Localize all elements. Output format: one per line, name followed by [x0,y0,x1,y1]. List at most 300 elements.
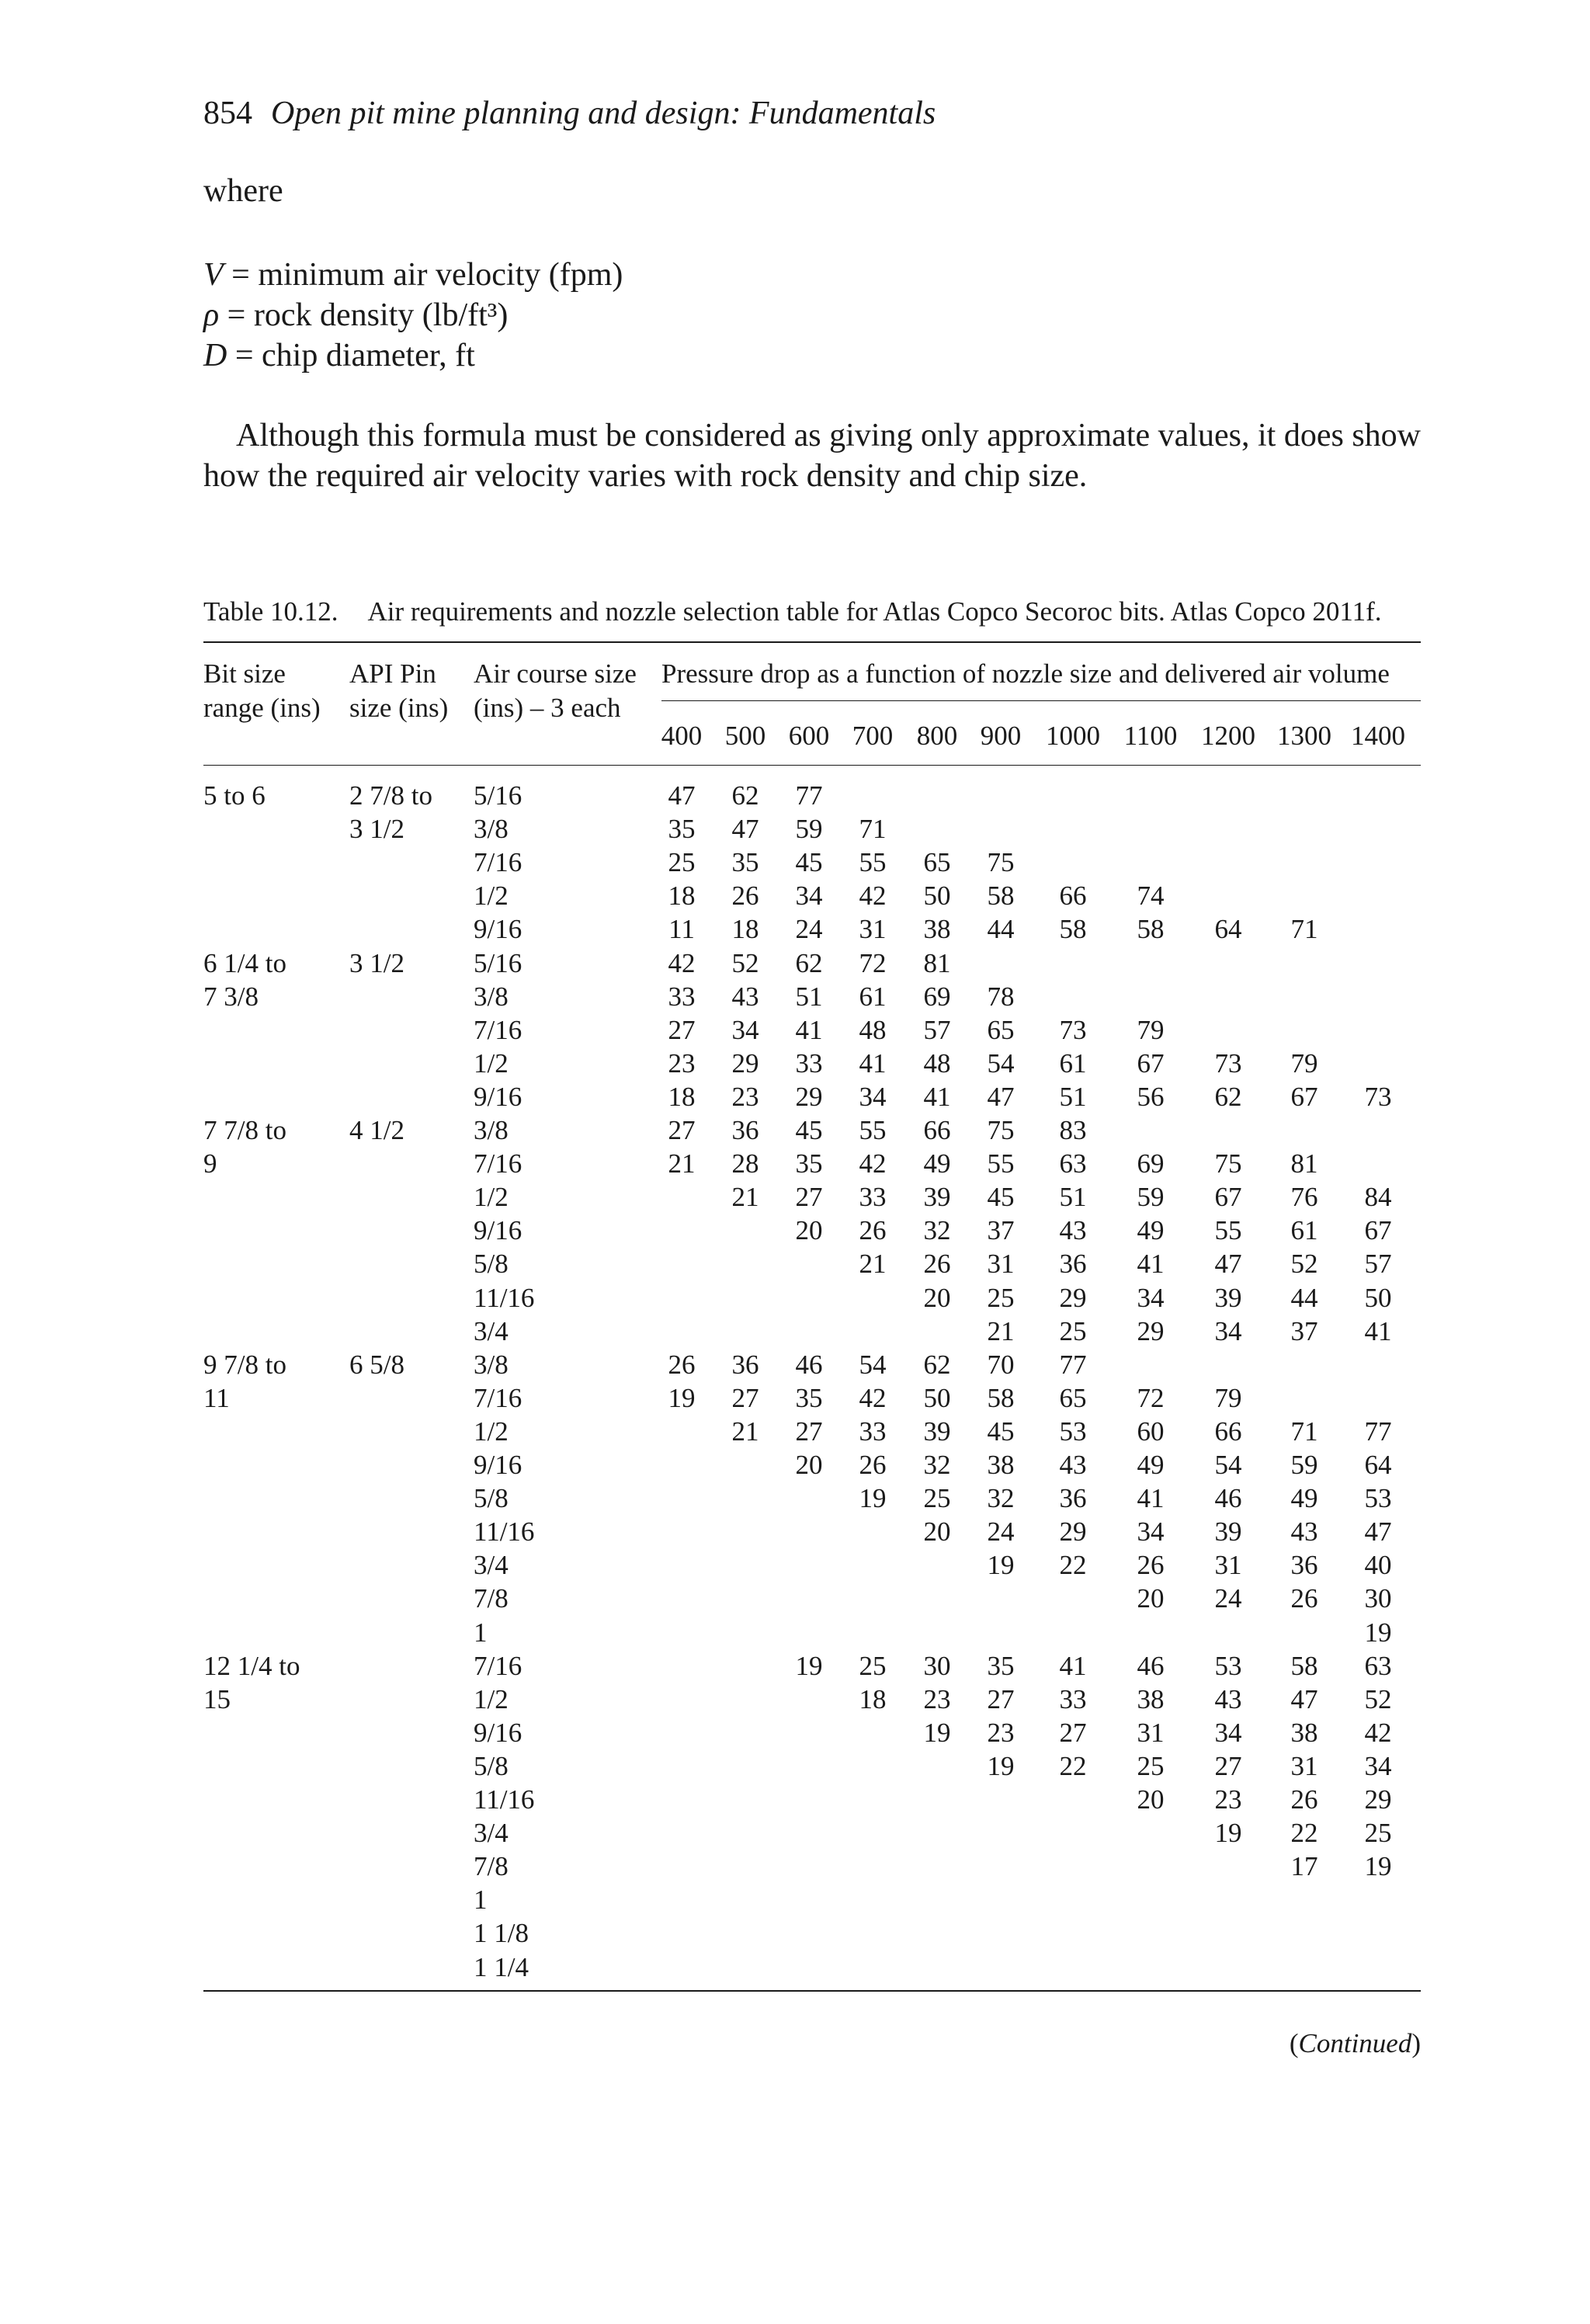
pressure-drop-cell: 26 [923,1249,951,1280]
air-course-cell: 1/2 [474,881,509,912]
pressure-drop-cell: 73 [1059,1014,1087,1045]
air-course-cell: 3/8 [474,814,509,845]
pressure-drop-cell: 79 [1214,1382,1242,1413]
pressure-drop-cell: 59 [1290,1450,1318,1480]
pressure-drop-cell: 45 [795,1115,823,1145]
pressure-drop-cell: 20 [795,1450,823,1480]
pressure-drop-cell: 36 [731,1115,759,1145]
pressure-drop-cell: 48 [923,1047,951,1079]
pressure-drop-cell: 52 [1364,1683,1392,1714]
pressure-drop-cell: 52 [731,947,759,978]
pressure-drop-cell: 25 [987,1282,1015,1313]
table-top-rule [203,641,1421,643]
pressure-drop-cell: 22 [1059,1550,1087,1581]
pressure-drop-cell: 29 [1137,1315,1165,1346]
pressure-drop-cell: 42 [668,947,696,978]
pressure-drop-cell: 39 [1214,1282,1242,1313]
pressure-drop-cell: 25 [1137,1750,1165,1781]
pressure-drop-cell: 66 [1059,881,1087,912]
pressure-drop-cell: 43 [1290,1516,1318,1548]
pressure-drop-cell: 66 [1214,1416,1242,1447]
pressure-drop-cell: 69 [923,981,951,1012]
pressure-drop-cell: 38 [1290,1717,1318,1748]
pressure-drop-cell: 62 [795,947,823,978]
pressure-drop-cell: 67 [1137,1047,1165,1079]
air-course-cell: 3/8 [474,981,509,1012]
air-volume-header: 600 [788,721,830,751]
pressure-drop-cell: 29 [1059,1516,1087,1548]
pressure-drop-cell: 75 [1214,1148,1242,1179]
pressure-drop-cell: 51 [795,981,823,1012]
pressure-drop-cell: 67 [1214,1182,1242,1213]
air-course-cell: 3/4 [474,1315,509,1346]
pressure-drop-cell: 38 [923,914,951,945]
pressure-drop-cell: 31 [859,914,887,945]
air-course-cell: 1/2 [474,1182,509,1213]
pressure-drop-cell: 40 [1364,1550,1392,1581]
air-course-cell: 7/8 [474,1851,509,1882]
pressure-drop-cell: 36 [1290,1550,1318,1581]
pressure-drop-cell: 79 [1290,1047,1318,1079]
pressure-drop-cell: 19 [1364,1617,1392,1648]
pressure-drop-cell: 35 [987,1650,1015,1681]
pressure-drop-cell: 33 [1059,1683,1087,1714]
pressure-drop-cell: 50 [923,1382,951,1413]
bit-size-cell: 15 [203,1683,231,1714]
pressure-drop-cell: 64 [1214,914,1242,945]
pressure-drop-cell: 18 [668,1081,696,1112]
pressure-drop-cell: 26 [731,881,759,912]
pressure-drop-cell: 46 [1214,1483,1242,1514]
pressure-drop-cell: 23 [923,1683,951,1714]
pressure-drop-cell: 77 [1364,1416,1392,1447]
pressure-drop-cell: 30 [923,1650,951,1681]
pressure-drop-cell: 25 [923,1483,951,1514]
pressure-drop-cell: 45 [987,1416,1015,1447]
pressure-drop-cell: 72 [859,947,887,978]
pressure-drop-cell: 27 [795,1416,823,1447]
pressure-drop-cell: 56 [1137,1081,1165,1112]
air-volume-header: 500 [724,721,766,751]
pressure-drop-cell: 49 [923,1148,951,1179]
api-pin-cell: 3 1/2 [349,814,404,845]
pressure-drop-cell: 26 [859,1450,887,1480]
pressure-drop-cell: 27 [795,1182,823,1213]
pressure-drop-cell: 42 [859,881,887,912]
pressure-drop-cell: 24 [987,1516,1015,1548]
air-volume-header: 800 [916,721,958,751]
definition-line: V = minimum air velocity (fpm) [203,257,623,293]
air-course-cell: 7/16 [474,1014,522,1045]
air-course-cell: 9/16 [474,1450,522,1480]
pressure-drop-cell: 43 [1059,1215,1087,1246]
pressure-drop-cell: 73 [1214,1047,1242,1079]
air-course-cell: 1/2 [474,1047,509,1079]
pressure-drop-cell: 33 [859,1416,887,1447]
pressure-drop-cell: 46 [1137,1650,1165,1681]
table-bottom-rule [203,1990,1421,1992]
pressure-drop-cell: 18 [668,881,696,912]
pressure-drop-cell: 22 [1059,1750,1087,1781]
pressure-drop-cell: 29 [731,1047,759,1079]
air-course-cell: 7/16 [474,1382,522,1413]
pressure-drop-cell: 58 [1059,914,1087,945]
running-header [203,95,936,132]
air-course-cell: 9/16 [474,1215,522,1246]
pressure-drop-cell: 44 [1290,1282,1318,1313]
bit-size-cell: 5 to 6 [203,780,266,811]
pressure-drop-cell: 35 [731,847,759,878]
pressure-drop-cell: 26 [1290,1784,1318,1815]
pressure-drop-cell: 34 [859,1081,887,1112]
pressure-drop-cell: 45 [795,847,823,878]
pressure-drop-cell: 21 [987,1315,1015,1346]
pressure-drop-cell: 41 [1137,1249,1165,1280]
pressure-drop-cell: 49 [1137,1450,1165,1480]
air-course-cell: 5/8 [474,1483,509,1514]
air-course-cell: 3/8 [474,1349,509,1380]
air-course-cell: 1 1/4 [474,1951,529,1982]
air-course-cell: 11/16 [474,1282,535,1313]
header-pressure-drop: Pressure drop as a function of nozzle size and delivered air volume [661,658,1390,689]
pressure-drop-cell: 53 [1364,1483,1392,1514]
pressure-drop-cell: 42 [1364,1717,1392,1748]
pressure-drop-cell: 17 [1290,1851,1318,1882]
pressure-drop-cell: 36 [1059,1249,1087,1280]
pressure-drop-cell: 63 [1364,1650,1392,1681]
pressure-drop-cell: 67 [1290,1081,1318,1112]
pressure-drop-cell: 39 [1214,1516,1242,1548]
air-course-cell: 9/16 [474,914,522,945]
pressure-drop-cell: 84 [1364,1182,1392,1213]
pressure-drop-cell: 21 [731,1416,759,1447]
pressure-drop-cell: 38 [987,1450,1015,1480]
pressure-drop-cell: 62 [1214,1081,1242,1112]
pressure-drop-cell: 57 [1364,1249,1392,1280]
pressure-drop-cell: 47 [668,780,696,811]
pressure-drop-cell: 18 [731,914,759,945]
pressure-drop-cell: 20 [795,1215,823,1246]
pressure-drop-cell: 25 [1364,1818,1392,1849]
bit-size-cell: 11 [203,1382,230,1413]
pressure-drop-cell: 81 [923,947,951,978]
air-course-cell: 7/16 [474,1148,522,1179]
variable-definitions [203,255,623,376]
pressure-drop-cell: 38 [1137,1683,1165,1714]
air-course-cell: 11/16 [474,1516,535,1548]
air-volume-header: 900 [980,721,1022,751]
pressure-drop-cell: 26 [1137,1550,1165,1581]
pressure-drop-cell: 25 [859,1650,887,1681]
pressure-drop-cell: 19 [1364,1851,1392,1882]
pressure-drop-cell: 59 [1137,1182,1165,1213]
pressure-drop-cell: 19 [795,1650,823,1681]
pressure-drop-cell: 34 [795,881,823,912]
pressure-drop-cell: 33 [795,1047,823,1079]
pressure-drop-cell: 58 [1137,914,1165,945]
pressure-drop-cell: 21 [859,1249,887,1280]
pressure-drop-cell: 23 [731,1081,759,1112]
pressure-drop-cell: 65 [923,847,951,878]
pressure-drop-cell: 18 [859,1683,887,1714]
air-course-cell: 1/2 [474,1683,509,1714]
air-course-cell: 1 1/8 [474,1918,529,1949]
pressure-drop-cell: 42 [859,1382,887,1413]
body-paragraph: Although this formula must be considered as giving only approximate values, it does show how the required air velocity varies with rock density and chip size. [203,418,1421,494]
bit-size-cell: 12 1/4 to [203,1650,300,1681]
pressure-drop-cell: 41 [1137,1483,1165,1514]
pressure-drop-cell: 41 [1364,1315,1392,1346]
where-text: where [203,173,283,209]
header-api-pin: API Pin size (ins) [349,658,449,723]
pressure-drop-cell: 34 [731,1014,759,1045]
pressure-drop-cell: 27 [987,1683,1015,1714]
pressure-drop-cell: 23 [1214,1784,1242,1815]
pressure-drop-cell: 65 [1059,1382,1087,1413]
pressure-drop-cell: 50 [923,881,951,912]
pressure-drop-cell: 42 [859,1148,887,1179]
pressure-drop-cell: 47 [731,814,759,845]
pressure-drop-cell: 77 [795,780,823,811]
pressure-drop-cell: 67 [1364,1215,1392,1246]
pressure-drop-cell: 41 [923,1081,951,1112]
pressure-drop-cell: 20 [923,1516,951,1548]
pressure-drop-cell: 23 [987,1717,1015,1748]
air-volume-header: 1300 [1277,721,1331,751]
pressure-drop-cell: 54 [987,1047,1015,1079]
bit-size-cell: 7 7/8 to [203,1115,286,1145]
pressure-drop-cell: 32 [987,1483,1015,1514]
air-volume-header: 1100 [1123,721,1178,751]
pressure-drop-cell: 23 [668,1047,696,1079]
pressure-drop-cell: 19 [1214,1818,1242,1849]
definition-line: ρ = rock density (lb/ft³) [203,297,509,333]
pressure-drop-cell: 32 [923,1450,951,1480]
api-pin-cell: 3 1/2 [349,947,404,978]
air-volume-header: 700 [852,721,894,751]
pressure-drop-cell: 47 [1364,1516,1392,1548]
pressure-drop-cell: 27 [668,1115,696,1145]
air-course-cell: 3/4 [474,1818,509,1849]
pressure-drop-cell: 25 [1059,1315,1087,1346]
pressure-drop-cell: 52 [1290,1249,1318,1280]
pressure-drop-cell: 62 [923,1349,951,1380]
air-course-cell: 7/16 [474,847,522,878]
air-course-cell: 7/8 [474,1583,509,1614]
pressure-drop-cell: 44 [987,914,1015,945]
air-volume-header: 1400 [1351,721,1405,751]
pressure-drop-cell: 20 [923,1282,951,1313]
pressure-drop-cell: 34 [1137,1282,1165,1313]
air-volume-header: 1000 [1046,721,1100,751]
pressure-drop-cell: 72 [1137,1382,1165,1413]
pressure-drop-cell: 35 [795,1148,823,1179]
bit-size-cell: 6 1/4 to [203,947,286,978]
pressure-drop-cell: 51 [1059,1081,1087,1112]
pressure-drop-cell: 63 [1059,1148,1087,1179]
pressure-drop-cell: 75 [987,847,1015,878]
api-pin-cell: 4 1/2 [349,1115,404,1145]
pressure-drop-cell: 69 [1137,1148,1165,1179]
pressure-drop-cell: 24 [1214,1583,1242,1614]
pressure-drop-cell: 70 [987,1349,1015,1380]
pressure-drop-cell: 33 [859,1182,887,1213]
pressure-drop-cell: 71 [1290,1416,1318,1447]
bit-size-cell: 7 3/8 [203,981,259,1012]
pressure-drop-cell: 31 [1137,1717,1165,1748]
pressure-drop-cell: 41 [859,1047,887,1079]
continued-note: (Continued) [1289,2028,1421,2058]
pressure-drop-cell: 54 [1214,1450,1242,1480]
pressure-drop-cell: 34 [1214,1717,1242,1748]
air-volume-header: 400 [661,721,703,751]
pressure-drop-cell: 50 [1364,1282,1392,1313]
pressure-drop-cell: 81 [1290,1148,1318,1179]
pressure-drop-cell: 58 [987,1382,1015,1413]
pressure-drop-cell: 55 [859,847,887,878]
pressure-drop-cell: 74 [1137,881,1165,912]
pressure-drop-cell: 79 [1137,1014,1165,1045]
pressure-drop-cell: 49 [1290,1483,1318,1514]
pressure-drop-cell: 41 [1059,1650,1087,1681]
pressure-drop-cell: 31 [1214,1550,1242,1581]
pressure-drop-cell: 29 [1059,1282,1087,1313]
pressure-drop-cell: 27 [1059,1717,1087,1748]
pressure-drop-cell: 76 [1290,1182,1318,1213]
pressure-drop-cell: 54 [859,1349,887,1380]
pressure-drop-cell: 61 [1059,1047,1087,1079]
header-air-course: Air course size (ins) – 3 each [474,658,637,723]
air-course-cell: 1 [474,1885,488,1916]
pressure-drop-cell: 46 [795,1349,823,1380]
pressure-drop-cell: 29 [1364,1784,1392,1815]
pressure-drop-cell: 19 [859,1483,887,1514]
pressure-drop-cell: 71 [859,814,887,845]
header-bottom-rule [203,765,1421,766]
pressure-drop-cell: 24 [795,914,823,945]
pressure-drop-cell: 19 [923,1717,951,1748]
pressure-drop-cell: 41 [795,1014,823,1045]
pressure-drop-cell: 55 [859,1115,887,1145]
pressure-drop-cell: 77 [1059,1349,1087,1380]
pressure-drop-cell: 20 [1137,1583,1165,1614]
pressure-drop-cell: 71 [1290,914,1318,945]
header-sub-rule [661,700,1421,701]
api-pin-cell: 6 5/8 [349,1349,404,1380]
pressure-drop-cell: 45 [987,1182,1015,1213]
pressure-drop-cell: 43 [731,981,759,1012]
definition-line: D = chip diameter, ft [203,338,475,373]
pressure-drop-cell: 61 [859,981,887,1012]
pressure-drop-cell: 39 [923,1416,951,1447]
page-number: 854 [203,96,252,131]
pressure-drop-cell: 34 [1364,1750,1392,1781]
pressure-drop-cell: 64 [1364,1450,1392,1480]
pressure-drop-cell: 27 [1214,1750,1242,1781]
pressure-drop-cell: 34 [1137,1516,1165,1548]
pressure-drop-cell: 27 [731,1382,759,1413]
pressure-drop-cell: 37 [1290,1315,1318,1346]
pressure-drop-cell: 57 [923,1014,951,1045]
pressure-drop-cell: 19 [668,1382,696,1413]
pressure-drop-cell: 32 [923,1215,951,1246]
air-course-cell: 7/16 [474,1650,522,1681]
pressure-drop-cell: 61 [1290,1215,1318,1246]
pressure-drop-cell: 27 [668,1014,696,1045]
pressure-drop-cell: 28 [731,1148,759,1179]
pressure-drop-cell: 47 [1214,1249,1242,1280]
pressure-drop-cell: 58 [987,881,1015,912]
pressure-drop-cell: 51 [1059,1182,1087,1213]
pressure-drop-cell: 33 [668,981,696,1012]
air-course-cell: 5/8 [474,1750,509,1781]
pressure-drop-cell: 49 [1137,1215,1165,1246]
pressure-drop-cell: 62 [731,780,759,811]
pressure-drop-cell: 19 [987,1750,1015,1781]
table-label: Table 10.12. [203,596,338,627]
pressure-drop-cell: 37 [987,1215,1015,1246]
air-course-cell: 3/8 [474,1115,509,1145]
pressure-drop-cell: 30 [1364,1583,1392,1614]
air-course-cell: 9/16 [474,1717,522,1748]
pressure-drop-cell: 36 [1059,1483,1087,1514]
pressure-drop-cell: 55 [1214,1215,1242,1246]
air-volume-header: 1200 [1201,721,1255,751]
pressure-drop-cell: 22 [1290,1818,1318,1849]
pressure-drop-cell: 29 [795,1081,823,1112]
pressure-drop-cell: 53 [1059,1416,1087,1447]
pressure-drop-cell: 34 [1214,1315,1242,1346]
pressure-drop-cell: 55 [987,1148,1015,1179]
air-course-cell: 1/2 [474,1416,509,1447]
pressure-drop-cell: 58 [1290,1650,1318,1681]
pressure-drop-cell: 53 [1214,1650,1242,1681]
pressure-drop-cell: 43 [1059,1450,1087,1480]
pressure-drop-cell: 75 [987,1115,1015,1145]
pressure-drop-cell: 83 [1059,1115,1087,1145]
air-course-cell: 5/16 [474,780,522,811]
pressure-drop-cell: 48 [859,1014,887,1045]
pressure-drop-cell: 35 [795,1382,823,1413]
pressure-drop-cell: 60 [1137,1416,1165,1447]
table-caption [203,596,1421,627]
pressure-drop-cell: 21 [731,1182,759,1213]
pressure-drop-cell: 78 [987,981,1015,1012]
pressure-drop-cell: 73 [1364,1081,1392,1112]
pressure-drop-cell: 36 [731,1349,759,1380]
pressure-drop-cell: 65 [987,1014,1015,1045]
air-course-cell: 5/8 [474,1249,509,1280]
air-course-cell: 9/16 [474,1081,522,1112]
bit-size-cell: 9 [203,1148,217,1179]
header-bit-size: Bit size range (ins) [203,658,321,723]
pressure-drop-cell: 31 [987,1249,1015,1280]
pressure-drop-cell: 35 [668,814,696,845]
pressure-drop-cell: 26 [1290,1583,1318,1614]
air-course-cell: 5/16 [474,947,522,978]
bit-size-cell: 9 7/8 to [203,1349,286,1380]
pressure-drop-cell: 20 [1137,1784,1165,1815]
book-title: Open pit mine planning and design: Fundamentals [271,96,936,131]
air-course-cell: 1 [474,1617,488,1648]
pressure-drop-cell: 11 [668,914,695,945]
pressure-drop-cell: 19 [987,1550,1015,1581]
air-course-cell: 11/16 [474,1784,535,1815]
pressure-drop-cell: 39 [923,1182,951,1213]
pressure-drop-cell: 59 [795,814,823,845]
pressure-drop-cell: 26 [859,1215,887,1246]
pressure-drop-cell: 21 [668,1148,696,1179]
